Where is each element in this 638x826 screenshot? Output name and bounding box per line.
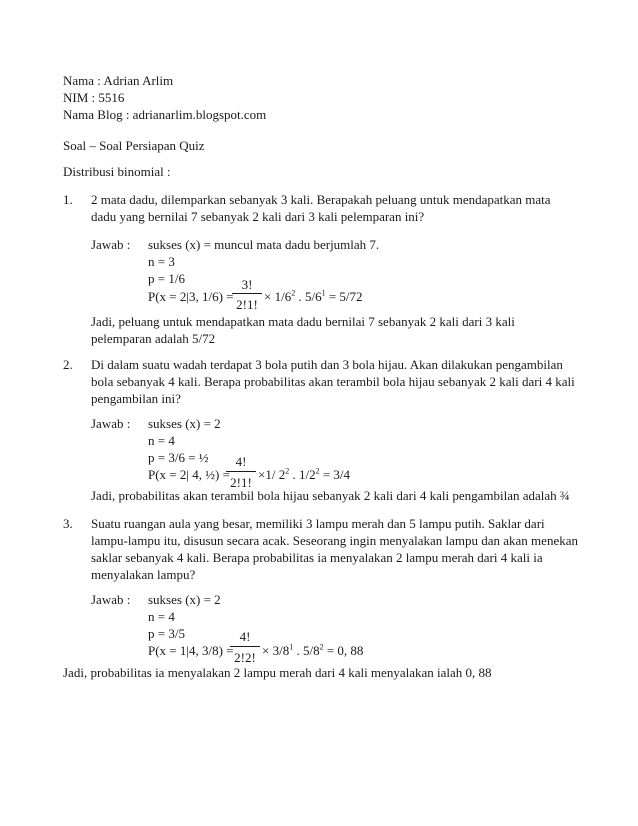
q3-formula-lhs: P(x = 1|4, 3/8) = (148, 643, 234, 658)
q2-exp-b: 2 (315, 466, 320, 476)
q2-fraction-bar (226, 471, 256, 472)
header-blog: Nama Blog : adrianarlim.blogspot.com (63, 107, 267, 122)
q2-number: 2. (63, 357, 73, 372)
q3-text-line1: Suatu ruangan aula yang besar, memiliki 3 lampu merah dan 5 lampu putih. Saklar dari (91, 516, 545, 531)
q3-text-line4: menyalakan lampu? (91, 567, 196, 582)
q1-conclusion-line1: Jadi, peluang untuk mendapatkan mata dadu bernilai 7 sebanyak 2 kali dari 3 kali (91, 314, 515, 329)
q2-jawab-label: Jawab : (91, 416, 131, 431)
q2-frac-denominator: 2!1! (230, 475, 252, 490)
q1-n: n = 3 (148, 254, 175, 269)
q3-fraction-bar (230, 646, 260, 647)
q1-exp-a: 2 (291, 288, 296, 298)
q1-conclusion-line2: pelemparan adalah 5/72 (91, 331, 216, 346)
q2-formula-mid: . 1/2 (289, 467, 316, 482)
q1-fraction-bar (232, 293, 262, 294)
q3-formula-result: = 0, 88 (323, 643, 364, 658)
q1-text-line2: dadu yang bernilai 7 sebanyak 2 kali dari 3 kali pelemparan ini? (91, 209, 425, 224)
q2-formula-times: ×1/ 2 (258, 467, 286, 482)
q1-formula-times: × 1/6 (264, 289, 292, 304)
q3-number: 3. (63, 516, 73, 531)
q2-exp-a: 2 (285, 466, 290, 476)
q2-text-line2: bola sebanyak 4 kali. Berapa probabilitas akan terambil bola hijau sebanyak 2 kali dari 4 kali (91, 374, 575, 389)
q3-sukses: sukses (x) = 2 (148, 592, 221, 607)
header-nama: Nama : Adrian Arlim (63, 73, 174, 88)
q1-jawab-label: Jawab : (91, 237, 131, 252)
q3-conclusion: Jadi, probabilitas ia menyalakan 2 lampu merah dari 4 kali menyalakan ialah 0, 88 (63, 665, 492, 680)
q2-formula-rhs (258, 466, 350, 483)
q1-formula-lhs: P(x = 2|3, 1/6) = (148, 289, 234, 304)
q3-n: n = 4 (148, 609, 175, 624)
q1-frac-numerator: 3! (241, 277, 253, 292)
q3-exp-a: 1 (289, 642, 294, 652)
q3-formula-times: × 3/8 (262, 643, 290, 658)
q3-frac-numerator: 4! (239, 629, 251, 644)
header-nim: NIM : 5516 (63, 90, 125, 105)
q1-exp-b: 1 (321, 288, 326, 298)
q2-text-line3: pengambilan ini? (91, 391, 181, 406)
q2-n: n = 4 (148, 433, 175, 448)
section-title: Distribusi binomial : (63, 164, 171, 179)
q2-formula-result: = 3/4 (319, 467, 351, 482)
q2-sukses: sukses (x) = 2 (148, 416, 221, 431)
q3-formula-mid: . 5/8 (293, 643, 320, 658)
q1-formula-rhs (264, 288, 363, 305)
q1-number: 1. (63, 192, 73, 207)
q2-p: p = 3/6 = ½ (148, 450, 209, 465)
q3-formula-rhs (262, 642, 363, 659)
q3-jawab-label: Jawab : (91, 592, 131, 607)
q3-p: p = 3/5 (148, 626, 185, 641)
q2-formula-lhs: P(x = 2| 4, ½) = (148, 467, 230, 482)
q1-sukses: sukses (x) = muncul mata dadu berjumlah 7. (148, 237, 380, 252)
q1-p: p = 1/6 (148, 271, 185, 286)
q2-text-line1: Di dalam suatu wadah terdapat 3 bola putih dan 3 bola hijau. Akan dilakukan pengambilan (91, 357, 563, 372)
q1-text-line1: 2 mata dadu, dilemparkan sebanyak 3 kali. Berapakah peluang untuk mendapatkan mata (91, 192, 551, 207)
q1-frac-denominator: 2!1! (236, 297, 258, 312)
q3-exp-b: 2 (319, 642, 324, 652)
q2-frac-numerator: 4! (235, 454, 247, 469)
q2-conclusion: Jadi, probabilitas akan terambil bola hijau sebanyak 2 kali dari 4 kali pengambilan adalah ¾ (91, 488, 570, 503)
q1-formula-mid: . 5/6 (295, 289, 322, 304)
q1-formula-result: = 5/72 (325, 289, 363, 304)
q3-text-line3: saklar sebanyak 4 kali. Berapa probabilitas ia menyalakan 2 lampu merah dari 4 kali ia (91, 550, 543, 565)
q3-frac-denominator: 2!2! (234, 650, 256, 665)
soal-title: Soal – Soal Persiapan Quiz (63, 138, 205, 153)
q3-text-line2: lampu-lampu itu, disusun secara acak. Seseorang ingin menyalakan lampu dan akan menekan (91, 533, 578, 548)
